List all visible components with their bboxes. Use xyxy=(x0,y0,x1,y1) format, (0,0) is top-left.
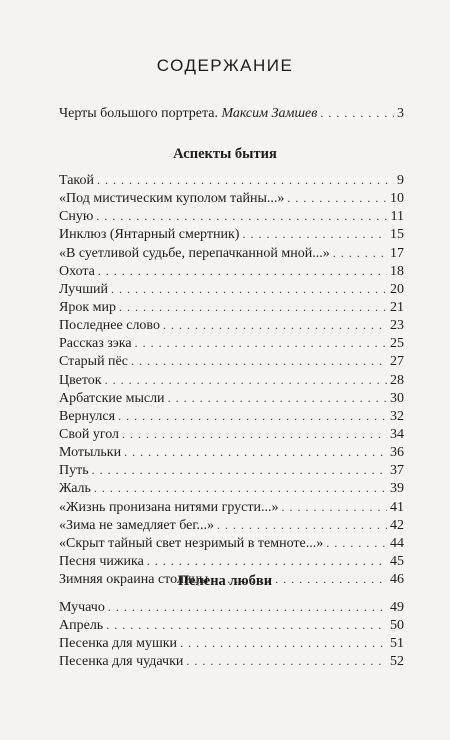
dot-leader xyxy=(124,443,387,461)
toc-entry xyxy=(59,371,404,389)
entry-title: Рассказ зэка xyxy=(59,336,132,352)
page-number: 3 xyxy=(397,106,404,121)
entry-title: Охота xyxy=(59,263,95,279)
toc-entry xyxy=(59,207,404,225)
entry-title xyxy=(59,105,317,123)
entry-title: Мотыльки xyxy=(59,445,122,461)
entry-title: Такой xyxy=(59,173,94,188)
section-list-pelena xyxy=(59,598,404,671)
toc-entry xyxy=(59,171,404,189)
toc-entry xyxy=(59,598,404,616)
toc-entry xyxy=(59,443,404,461)
page-number: 10 xyxy=(390,191,404,207)
page-number: 46 xyxy=(390,572,404,588)
intro-author: Максим Замшев xyxy=(221,106,318,121)
entry-title: Вернулся xyxy=(59,408,116,424)
entry-title: Песенка для чудачки xyxy=(59,654,184,670)
toc-entry xyxy=(59,652,404,670)
dot-leader xyxy=(168,389,387,407)
entry-title: Песня чижика xyxy=(59,553,144,569)
toc-entry xyxy=(59,352,404,370)
toc-entry xyxy=(59,407,404,425)
page-number: 30 xyxy=(390,390,404,406)
dot-leader xyxy=(122,425,387,443)
toc-entry xyxy=(59,244,404,262)
dot-leader xyxy=(118,407,387,425)
dot-leader xyxy=(106,616,387,634)
page-number: 41 xyxy=(390,499,404,515)
dot-leader xyxy=(98,262,387,280)
entry-title: Цветок xyxy=(59,372,102,388)
entry-title: «Скрыт тайный свет незримый в темноте...» xyxy=(59,535,324,551)
page-number: 18 xyxy=(390,263,404,279)
toc-entry xyxy=(59,552,404,570)
page-number: 28 xyxy=(390,372,404,388)
page-number: 23 xyxy=(390,318,404,334)
toc-entry xyxy=(59,498,404,516)
page-number: 51 xyxy=(390,636,404,652)
dot-leader xyxy=(105,371,387,389)
entry-title: Путь xyxy=(59,463,89,479)
entry-title: Арбатские мысли xyxy=(59,390,165,406)
toc-entry xyxy=(59,298,404,316)
contents-heading: СОДЕРЖАНИЕ xyxy=(156,56,294,75)
dot-leader xyxy=(94,479,387,497)
dot-leader xyxy=(163,316,387,334)
toc-entry xyxy=(59,461,404,479)
page-number: 27 xyxy=(390,354,404,370)
entry-title: Лучший xyxy=(59,281,108,297)
dot-leader xyxy=(119,298,387,316)
dot-leader xyxy=(281,498,387,516)
section-list-aspekty xyxy=(59,171,404,588)
dot-leader xyxy=(180,634,387,652)
toc-entry xyxy=(59,316,404,334)
dot-leader xyxy=(186,652,387,670)
entry-title: Старый пёс xyxy=(59,354,128,370)
page-number: 32 xyxy=(390,408,404,424)
entry-title: «Жизнь пронизана нитями грусти...» xyxy=(59,499,279,515)
dot-leader xyxy=(96,207,387,225)
entry-title: Мучачо xyxy=(59,600,105,615)
section-title-aspekty: Аспекты бытия xyxy=(173,146,277,162)
entry-title: Ярок мир xyxy=(59,299,116,315)
page-number: 37 xyxy=(390,463,404,479)
dot-leader xyxy=(217,516,387,534)
page-number: 45 xyxy=(390,553,404,569)
toc-entry xyxy=(59,479,404,497)
dot-leader xyxy=(111,280,387,298)
toc-entry xyxy=(59,189,404,207)
page-number: 39 xyxy=(390,481,404,497)
intro-title: Черты большого портрета. xyxy=(59,106,218,121)
toc-entry xyxy=(59,616,404,634)
toc-entry xyxy=(59,389,404,407)
dot-leader xyxy=(92,461,387,479)
page-number: 25 xyxy=(390,336,404,352)
toc-entry xyxy=(59,225,404,243)
page-number: 50 xyxy=(390,618,404,634)
entry-title: Зимняя окраина столицы xyxy=(59,572,209,588)
dot-leader xyxy=(326,534,387,552)
entry-title: «В суетливой судьбе, перепачканной мной...» xyxy=(59,245,330,261)
toc-entry xyxy=(59,516,404,534)
dot-leader xyxy=(135,334,387,352)
entry-title: Жаль xyxy=(59,481,91,497)
dot-leader xyxy=(147,552,387,570)
page-number: 36 xyxy=(390,445,404,461)
page-number: 20 xyxy=(390,281,404,297)
toc-entry-intro xyxy=(59,104,404,122)
intro-list xyxy=(59,104,404,122)
dot-leader xyxy=(97,171,394,189)
toc-entry xyxy=(59,425,404,443)
entry-title: Песенка для мушки xyxy=(59,636,178,652)
entry-title: Апрель xyxy=(59,618,104,634)
dot-leader xyxy=(108,598,387,616)
toc-entry xyxy=(59,262,404,280)
entry-title: Последнее слово xyxy=(59,318,160,334)
toc-entry xyxy=(59,280,404,298)
entry-title: «Зима не замедляет бег...» xyxy=(59,517,215,533)
entry-title: Свой угол xyxy=(59,426,120,442)
dot-leader xyxy=(287,189,387,207)
page-number: 21 xyxy=(390,299,404,315)
entry-title: Сную xyxy=(59,209,94,225)
page-number: 17 xyxy=(390,245,404,261)
page-number: 52 xyxy=(390,654,404,670)
page-number: 42 xyxy=(390,517,404,533)
dot-leader xyxy=(242,225,387,243)
toc-entry xyxy=(59,634,404,652)
entry-title: Инклюз (Янтарный смертник) xyxy=(59,227,240,243)
page-number: 44 xyxy=(390,535,404,551)
dot-leader xyxy=(333,244,387,262)
entry-title: «Под мистическим куполом тайны...» xyxy=(59,191,285,207)
section-title-pelena: Пелена любви xyxy=(177,573,273,589)
page-number: 34 xyxy=(390,426,404,442)
toc-entry xyxy=(59,334,404,352)
page-number: 15 xyxy=(390,227,404,243)
dot-leader xyxy=(320,104,394,122)
dot-leader xyxy=(131,352,387,370)
page-number: 49 xyxy=(390,600,404,615)
toc-entry xyxy=(59,534,404,552)
page-number: 9 xyxy=(397,173,404,188)
page-number: 11 xyxy=(390,209,404,225)
